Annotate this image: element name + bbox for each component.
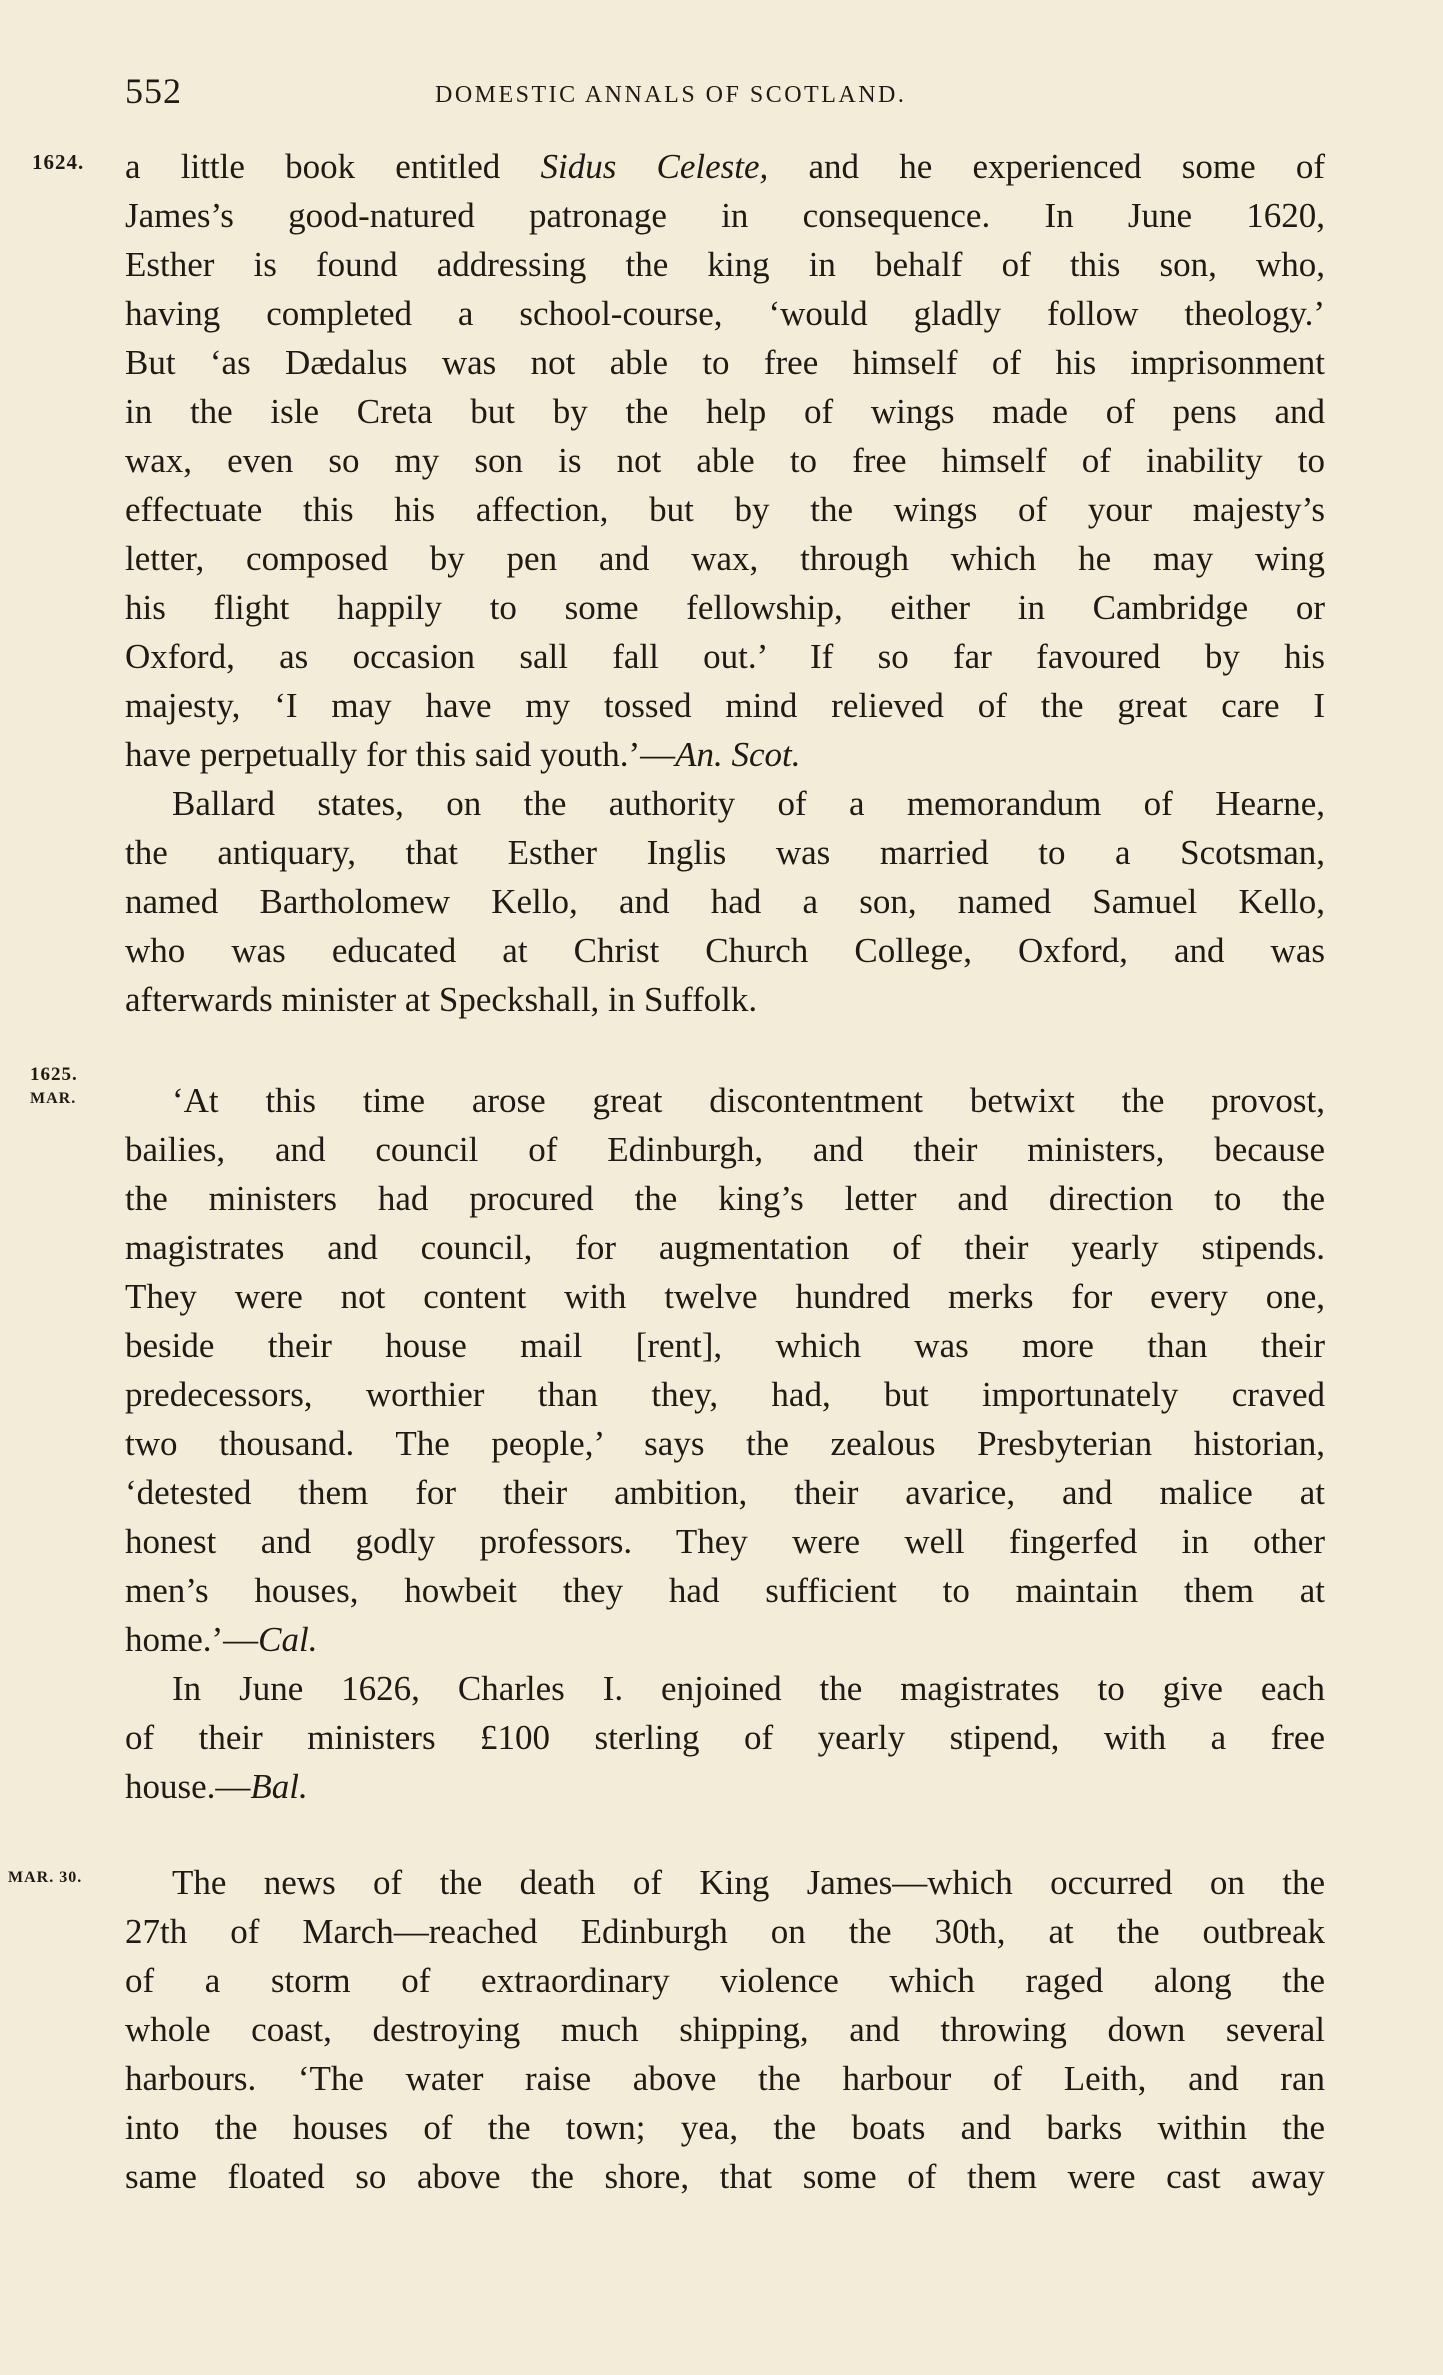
text-line: whole coast, destroying much shipping, and throwing down several: [125, 2010, 1325, 2049]
text-line: In June 1626, Charles I. enjoined the magistrates to give each: [172, 1669, 1325, 1708]
text-line: But ‘as Dædalus was not able to free himself of his imprisonment: [125, 343, 1325, 382]
text-line: [125, 142, 1325, 191]
margin-note-year-1624: 1624.: [32, 150, 85, 174]
source-citation: Bal.: [250, 1767, 308, 1806]
text-line: men’s houses, howbeit they had sufficient to maintain them at: [125, 1571, 1325, 1610]
text-line: his flight happily to some fellowship, either in Cambridge or: [125, 588, 1325, 627]
text-line: of their ministers £100 sterling of yearly stipend, with a free: [125, 1718, 1325, 1757]
text-line: James’s good-natured patronage in consequence. In June 1620,: [125, 196, 1325, 235]
text-line: into the houses of the town; yea, the boats and barks within the: [125, 2108, 1325, 2147]
text-line: honest and godly professors. They were well fingerfed in other: [125, 1522, 1325, 1561]
text-line: letter, composed by pen and wax, through which he may wing: [125, 539, 1325, 578]
text-line: same floated so above the shore, that some of them were cast away: [125, 2157, 1325, 2196]
text-line: afterwards minister at Speckshall, in Suffolk.: [125, 980, 758, 1019]
text-line: the ministers had procured the king’s letter and direction to the: [125, 1179, 1325, 1218]
text-line: two thousand. The people,’ says the zealous Presbyterian historian,: [125, 1424, 1325, 1463]
italic-title: Sidus Celeste,: [540, 147, 769, 186]
text-line: Ballard states, on the authority of a memorandum of Hearne,: [172, 784, 1325, 823]
text-line: [125, 730, 1325, 779]
text-span: a little book entitled: [125, 147, 541, 186]
source-citation: Cal.: [258, 1620, 318, 1659]
text-line: [125, 1762, 1325, 1811]
text-line: 27th of March—reached Edinburgh on the 30th, at the outbreak: [125, 1912, 1325, 1951]
page-header: [0, 70, 1443, 130]
text-line: [125, 1615, 1325, 1664]
text-line: having completed a school-course, ‘would gladly follow theology.’: [125, 294, 1325, 333]
text-line: They were not content with twelve hundred merks for every one,: [125, 1277, 1325, 1316]
margin-note-year-1625: 1625.: [30, 1064, 78, 1085]
text-line: majesty, ‘I may have my tossed mind relieved of the great care I: [125, 686, 1325, 725]
text-line: in the isle Creta but by the help of wings made of pens and: [125, 392, 1325, 431]
text-span: house.—: [125, 1767, 251, 1806]
text-line: who was educated at Christ Church College, Oxford, and was: [125, 931, 1325, 970]
text-line: ‘At this time arose great discontentment betwixt the provost,: [172, 1081, 1325, 1120]
text-line: The news of the death of King James—which occurred on the: [172, 1863, 1325, 1902]
text-line: named Bartholomew Kello, and had a son, named Samuel Kello,: [125, 882, 1325, 921]
section-mar-30: [125, 1858, 1325, 2201]
source-citation: An. Scot.: [675, 735, 801, 774]
margin-note-date-mar-30: MAR. 30.: [8, 1869, 83, 1886]
text-line: ‘detested them for their ambition, their avarice, and malice at: [125, 1473, 1325, 1512]
text-span: home.’—: [125, 1620, 259, 1659]
section-1625: [125, 1076, 1325, 1811]
text-line: Esther is found addressing the king in behalf of this son, who,: [125, 245, 1325, 284]
text-span: have perpetually for this said youth.’—: [125, 735, 676, 774]
text-line: harbours. ‘The water raise above the harbour of Leith, and ran: [125, 2059, 1325, 2098]
margin-note-month-1625: MAR.: [30, 1090, 77, 1107]
text-span: and he experienced some of: [768, 147, 1325, 186]
text-line: Oxford, as occasion sall fall out.’ If so far favoured by his: [125, 637, 1325, 676]
page-number: 552: [125, 71, 182, 111]
section-1624: [125, 142, 1325, 1024]
text-line: predecessors, worthier than they, had, but importunately craved: [125, 1375, 1325, 1414]
text-line: bailies, and council of Edinburgh, and their ministers, because: [125, 1130, 1325, 1169]
running-title: DOMESTIC ANNALS OF SCOTLAND.: [435, 82, 907, 108]
text-line: wax, even so my son is not able to free himself of inability to: [125, 441, 1325, 480]
text-line: of a storm of extraordinary violence which raged along the: [125, 1961, 1325, 2000]
text-line: effectuate this his affection, but by the wings of your majesty’s: [125, 490, 1325, 529]
text-line: the antiquary, that Esther Inglis was married to a Scotsman,: [125, 833, 1325, 872]
text-line: magistrates and council, for augmentation of their yearly stipends.: [125, 1228, 1325, 1267]
text-line: beside their house mail [rent], which was more than their: [125, 1326, 1325, 1365]
